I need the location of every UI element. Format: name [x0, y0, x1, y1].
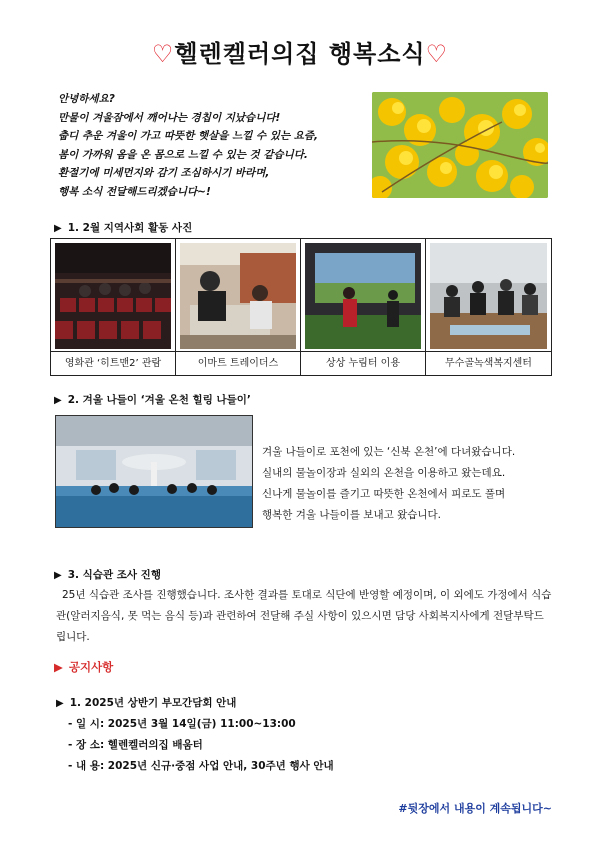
arrow-right-icon: ▶ — [54, 223, 62, 234]
greeting-line: 안녕하세요? — [58, 93, 115, 105]
photo-caption: 무수골녹색복지센터 — [426, 351, 551, 376]
musugol-photo — [430, 243, 547, 349]
greeting-line: 춥디 추운 겨울이 가고 따뜻한 햇살을 느낄 수 있는 요즘, — [58, 130, 319, 142]
title-text: 헬렌켈러의집 행복소식 — [174, 40, 426, 68]
survey-paragraph — [56, 585, 552, 648]
meeting-details — [68, 714, 334, 777]
meeting-title: 1. 2025년 상반기 부모간담회 안내 — [69, 697, 237, 709]
greeting-line: 만물이 겨울잠에서 깨어나는 경칩이 지났습니다! — [58, 111, 281, 124]
heart-icon-left: ♡ — [151, 40, 175, 68]
photo-cell-sangsang — [301, 239, 426, 375]
heart-icon-right: ♡ — [425, 40, 449, 68]
outing-line: 신나게 물놀이를 즐기고 따뜻한 온천에서 피로도 풀며 — [262, 488, 506, 500]
survey-text: 25년 식습관 조사를 진행했습니다. 조사한 결과를 토대로 식단에 반영할 예정이며, 이 외에도 가정에서 식습관(알러지음식, 못 먹는 음식 등)과 관련하여 전달해 주실 사항이 있으시면 담당 사회복지사에게 전달부탁드립니다. — [56, 589, 552, 643]
greeting-line: 행복 소식 전달해드리겠습니다~! — [58, 185, 211, 198]
photo-cell-cinema — [51, 239, 176, 375]
section1-heading — [54, 220, 192, 235]
section1-title: 1. 2월 지역사회 활동 사진 — [67, 222, 193, 234]
activity-photo-table — [50, 238, 552, 376]
greeting-line: 봄이 가까워 옴을 온 몸으로 느낄 수 있는 것 같습니다. — [58, 148, 308, 161]
arrow-right-icon: ▶ — [56, 698, 64, 709]
meeting-heading — [56, 695, 236, 710]
outing-description — [262, 442, 562, 526]
photo-cell-emart — [176, 239, 301, 375]
outing-line: 행복한 겨울 나들이를 보내고 왔습니다. — [262, 509, 441, 521]
photo-caption: 영화관 ‘히트맨2’ 관람 — [51, 351, 175, 376]
section2-title: 2. 겨울 나들이 ‘겨울 온천 힐링 나들이’ — [67, 394, 251, 406]
page-title — [0, 34, 600, 69]
photo-caption: 이마트 트레이더스 — [176, 351, 300, 376]
greeting-text — [58, 90, 378, 201]
outing-line: 겨울 나들이로 포천에 있는 ‘신북 온천’에 다녀왔습니다. — [262, 446, 516, 458]
section3-title: 3. 식습관 조사 진행 — [67, 569, 161, 581]
arrow-right-icon: ▶ — [54, 395, 62, 406]
outing-line: 실내의 물놀이장과 실외의 온천을 이용하고 왔는데요. — [262, 467, 506, 479]
triangle-icon: ▶ — [54, 660, 63, 674]
photo-cell-musugol — [426, 239, 551, 375]
hot-spring-photo — [55, 415, 253, 528]
continued-footer: #뒷장에서 내용이 계속됩니다~ — [398, 802, 552, 815]
forsythia-photo — [372, 92, 548, 198]
cinema-photo — [55, 243, 171, 349]
sangsang-photo — [305, 243, 421, 349]
photo-caption: 상상 누림터 이용 — [301, 351, 425, 376]
section2-heading — [54, 392, 251, 407]
meeting-item: - 내 용: 2025년 신규·중점 사업 안내, 30주년 행사 안내 — [68, 760, 334, 772]
emart-photo — [180, 243, 296, 349]
section3-heading — [54, 567, 161, 582]
notice-heading — [54, 659, 113, 675]
meeting-item: - 일 시: 2025년 3월 14일(금) 11:00~13:00 — [68, 718, 296, 730]
arrow-right-icon: ▶ — [54, 570, 62, 581]
meeting-item: - 장 소: 헬렌켈러의집 배움터 — [68, 739, 203, 751]
greeting-line: 환절기에 미세먼지와 감기 조심하시기 바라며, — [58, 167, 270, 179]
notice-label: 공지사항 — [68, 660, 114, 674]
